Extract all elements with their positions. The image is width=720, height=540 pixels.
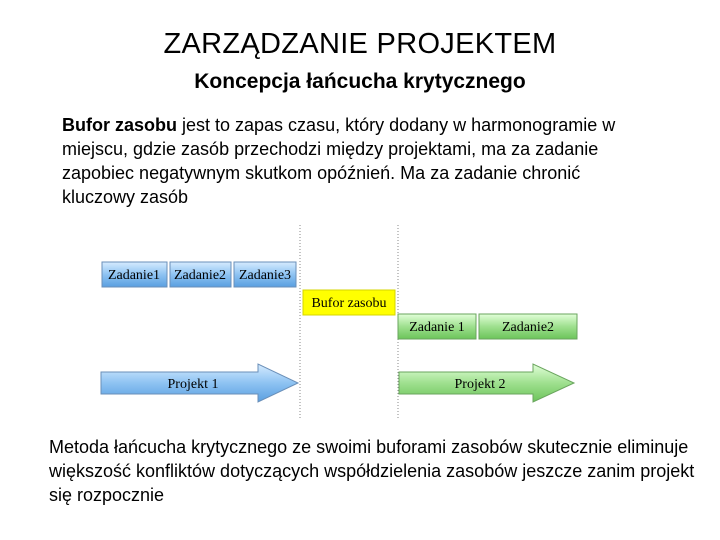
project1-arrow-label: Projekt 1 xyxy=(167,377,219,392)
slide-subtitle: Koncepcja łańcucha krytycznego xyxy=(194,70,526,93)
resource-buffer-label: Bufor zasobu xyxy=(311,296,387,311)
project2-task-1-label: Zadanie 1 xyxy=(409,320,465,335)
project2-task-2-label: Zadanie2 xyxy=(501,320,555,335)
project1-task-1-label: Zadanie1 xyxy=(107,268,161,283)
intro-term: Bufor zasobu xyxy=(62,115,177,135)
project2-arrow-label: Projekt 2 xyxy=(454,377,506,392)
intro-text: jest to zapas czasu, który dodany w harmonogramie w miejscu, gdzie zasób przechodzi między projektami, ma za zadanie zapobiec negatywnym skutkom opóźnień. Ma za zadanie chronić kluczowy zasób xyxy=(62,115,616,207)
project1-task-2-label: Zadanie2 xyxy=(173,268,227,283)
conclusion-paragraph: Metoda łańcucha krytycznego ze swoimi buforami zasobów skutecznie eliminuje większość konfliktów dotyczących współdzielenia zasobów jeszcze zanim projekt się rozpocznie xyxy=(49,437,695,505)
project1-task-3-label: Zadanie3 xyxy=(238,268,292,283)
slide-title: ZARZĄDZANIE PROJEKTEM xyxy=(163,28,557,60)
